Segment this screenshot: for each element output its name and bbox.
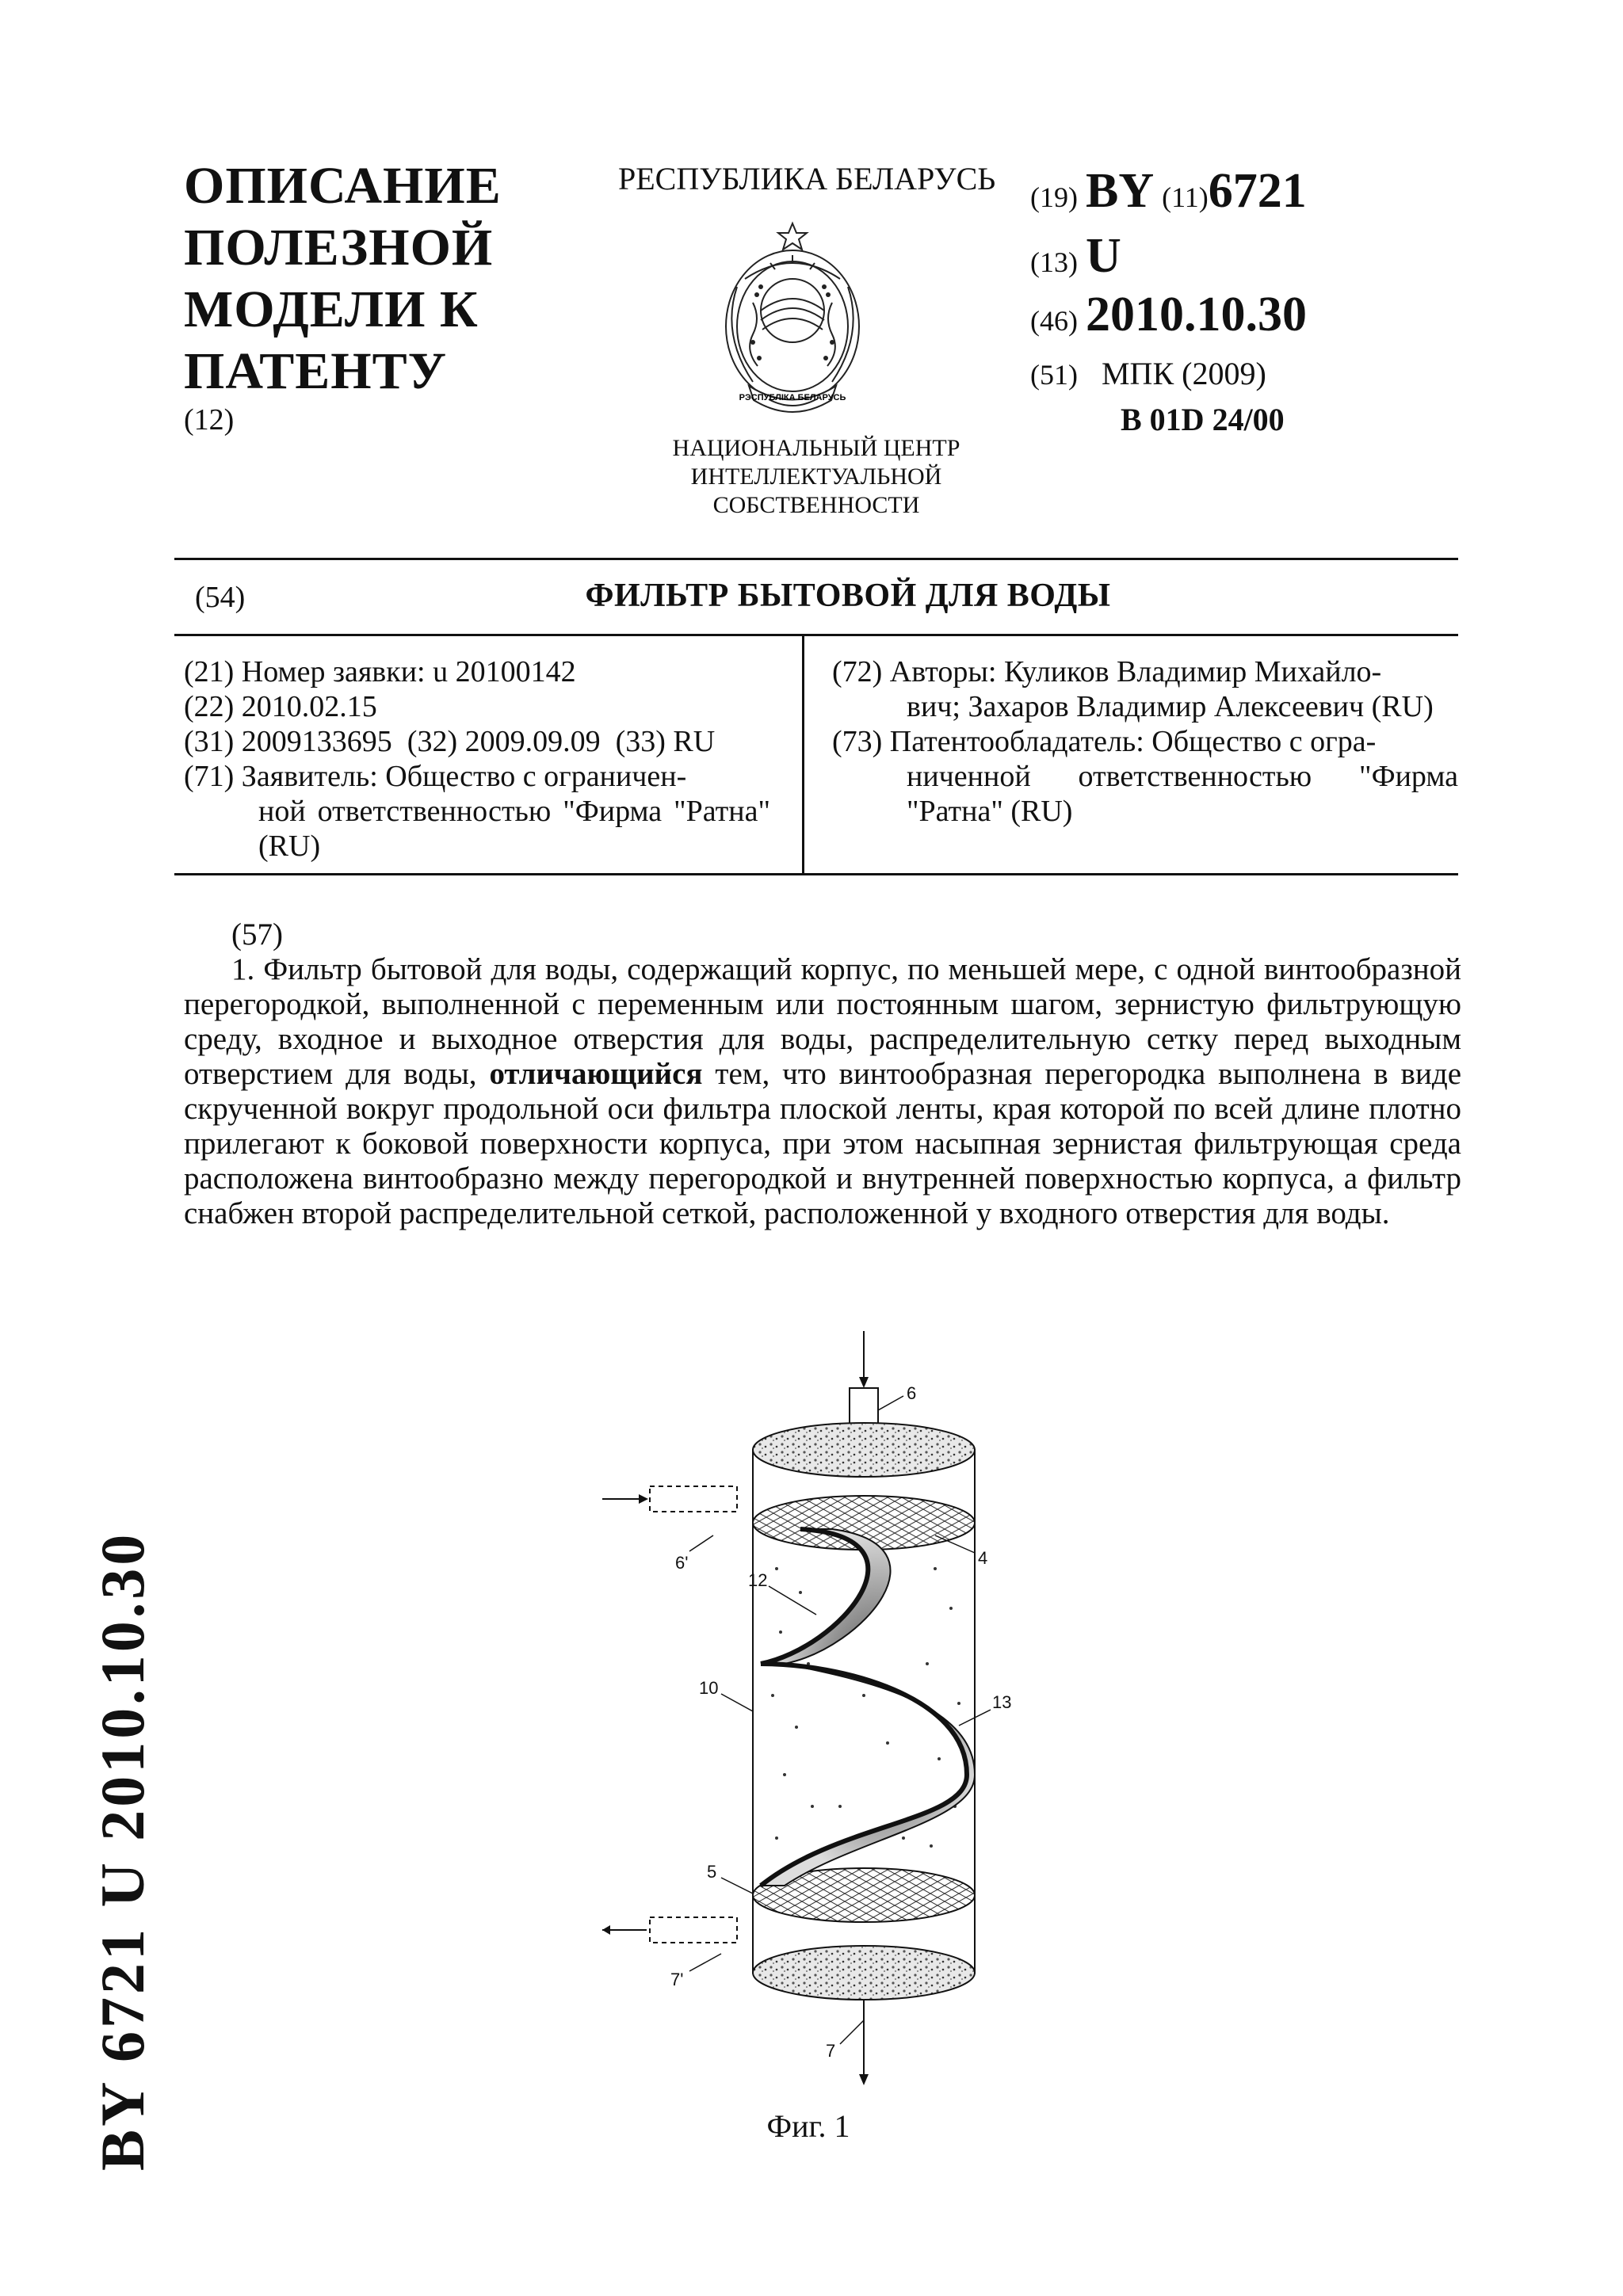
top-cap (753, 1423, 975, 1477)
ipc-row (1030, 355, 1266, 392)
republic-name: РЕСПУБЛИКА БЕЛАРУСЬ (618, 161, 996, 196)
authors-data (832, 654, 1458, 829)
inid-code: (19) (1030, 181, 1078, 213)
owner-name: ниченной ответственностью "Фирма "Ратна" (RU) (907, 760, 1458, 828)
label-12: 12 (748, 1570, 768, 1590)
application-number: (21) Номер заявки: u 20100142 (184, 655, 576, 688)
label-7-prime: 7' (670, 1970, 684, 1989)
title-line: МОДЕЛИ К (184, 280, 479, 338)
title-line: ОПИСАНИЕ (184, 157, 502, 215)
authors-lead: (72) Авторы: Куликов Владимир Михайло- (832, 655, 1382, 688)
label-6: 6 (907, 1383, 917, 1403)
claim-text: тем, что винтообразная перегородка выполнена в виде скрученной вокруг продольной оси фильтра плоской ленты, края которой по всей длине плотно прилегают к боковой поверхности корпуса, при этом насыпная зернистая фильтрующая среда расположена винтообразно между перегородкой и внутренней поверхностью корпуса, а фильтр снабжен второй распределительной сеткой, расположенной у входного отверстия для воды. (184, 1057, 1461, 1230)
publication-date-row (1030, 287, 1307, 343)
country-code: BY (1085, 164, 1155, 218)
publication-number (1030, 163, 1307, 219)
kind-code: U (1085, 229, 1121, 283)
inid-code: (57) (231, 917, 283, 952)
side-document-identifier: BY 6721 U 2010.10.30 (88, 1531, 157, 2171)
inid-code: (13) (1030, 246, 1078, 278)
filing-date: (22) 2010.02.15 (184, 690, 377, 723)
authors-names: вич; Захаров Владимир Алексеевич (RU) (907, 690, 1434, 723)
claim-characterizing-word: отличающийся (489, 1057, 703, 1091)
patent-number: 6721 (1208, 164, 1307, 218)
application-data (184, 654, 770, 864)
side-outlet-pipe (650, 1917, 737, 1943)
figure-caption: Фиг. 1 (766, 2108, 850, 2144)
priority-data: (31) 2009133695 (32) 2009.09.09 (33) RU (184, 725, 716, 758)
applicant-name: ной ответственностью "Фирма "Ратна" (RU) (258, 795, 770, 863)
claim-text: 1. Фильтр бытовой для воды, содержащий корпус, по меньшей мере, с одной винтообразной перегородкой, выполненной с переменным или постоянным шагом, зернистую фильтрующую среду, входное и выходное отверстия для воды, распределительную сетку перед выходным отверстием для воды, (184, 952, 1461, 1091)
doc-kind-code: (12) (184, 403, 235, 437)
emblem-ribbon-text: РЭСПУБЛІКА БЕЛАРУСЬ (739, 393, 846, 402)
label-13: 13 (992, 1692, 1012, 1712)
applicant-lead: (71) Заявитель: Общество с ограничен- (184, 760, 687, 793)
kind-code-row (1030, 228, 1121, 284)
document-type-title (184, 155, 548, 402)
divider (174, 558, 1458, 560)
office-line: НАЦИОНАЛЬНЫЙ ЦЕНТР (672, 435, 960, 461)
label-5: 5 (707, 1862, 717, 1882)
label-7: 7 (826, 2041, 836, 2061)
claims-section (184, 917, 1461, 1231)
bottom-cap (753, 1946, 975, 2000)
label-4: 4 (978, 1548, 988, 1568)
office-line: СОБСТВЕННОСТИ (712, 492, 920, 518)
office-line: ИНТЕЛЛЕКТУАЛЬНОЙ (690, 463, 942, 490)
divider (802, 635, 804, 873)
label-6-prime: 6' (675, 1553, 689, 1573)
inid-code: (51) (1030, 359, 1078, 391)
inid-code: (54) (195, 581, 246, 614)
side-inlet-pipe (650, 1486, 737, 1512)
inid-code: (46) (1030, 305, 1078, 337)
invention-title: ФИЛЬТР БЫТОВОЙ ДЛЯ ВОДЫ (585, 578, 1111, 614)
title-line: ПАТЕНТУ (184, 342, 448, 400)
publication-date: 2010.10.30 (1085, 288, 1307, 341)
state-emblem-icon (713, 215, 872, 431)
ipc-version: МПК (2009) (1101, 356, 1266, 391)
owner-lead: (73) Патентообладатель: Общество с огра- (832, 725, 1377, 758)
label-10: 10 (699, 1678, 719, 1698)
ipc-class: B 01D 24/00 (1121, 402, 1285, 437)
title-line: ПОЛЕЗНОЙ (184, 219, 494, 277)
issuing-office (634, 434, 999, 520)
claim-1 (184, 952, 1461, 1231)
filter-drawing (602, 1331, 1046, 2092)
divider (174, 873, 1458, 875)
divider (174, 634, 1458, 636)
inid-code: (11) (1162, 181, 1209, 213)
